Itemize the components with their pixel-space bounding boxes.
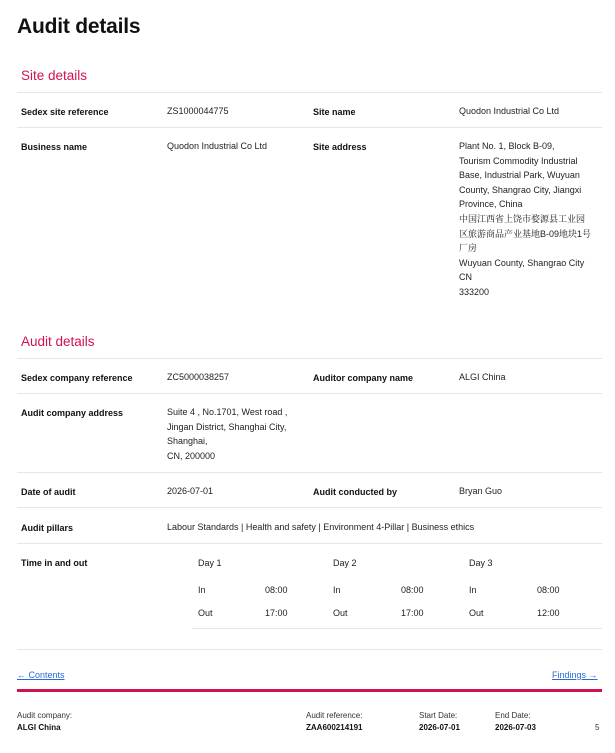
footer-end-date-label: End Date: <box>495 711 531 720</box>
business-name-value: Quodon Industrial Co Ltd <box>167 141 268 151</box>
auditor-company-name-label: Auditor company name <box>313 373 414 383</box>
divider <box>17 127 602 128</box>
site-details-heading: Site details <box>21 68 88 83</box>
footer-end-date-value: 2026-07-03 <box>495 723 536 732</box>
day-3-in-time: 08:00 <box>537 585 560 595</box>
date-of-audit-value: 2026-07-01 <box>167 486 214 496</box>
contents-link[interactable]: ← Contents <box>17 670 65 680</box>
divider <box>17 472 602 473</box>
audit-conducted-by-label: Audit conducted by <box>313 487 397 497</box>
day-3-out-time: 12:00 <box>537 608 560 618</box>
day-1-out-time: 17:00 <box>265 608 288 618</box>
site-address-line: Tourism Commodity Industrial <box>459 155 578 166</box>
day-2-in-time: 08:00 <box>401 585 424 595</box>
business-name-label: Business name <box>21 142 88 152</box>
footer-audit-company-value: ALGI China <box>17 723 61 732</box>
date-of-audit-label: Date of audit <box>21 487 76 497</box>
sedex-site-reference-label: Sedex site reference <box>21 107 109 117</box>
audit-company-address-label: Audit company address <box>21 408 124 418</box>
site-name-value: Quodon Industrial Co Ltd <box>459 106 560 116</box>
sedex-company-reference-label: Sedex company reference <box>21 373 133 383</box>
audit-pillars-value: Labour Standards | Health and safety | Environment 4-Pillar | Business ethics <box>167 522 475 532</box>
day-2-out-label: Out <box>333 608 348 618</box>
footer-audit-reference-label: Audit reference: <box>306 711 363 720</box>
day-2-in-label: In <box>333 585 341 595</box>
site-address-line: 中国江西省上饶市婺源县工业园 <box>459 213 586 224</box>
time-in-out-label: Time in and out <box>21 558 88 568</box>
page-number: 5 <box>595 723 600 732</box>
divider <box>17 649 602 650</box>
footer-accent-bar <box>17 689 602 692</box>
audit-address-line: Suite 4 , No.1701, West road , <box>167 407 288 417</box>
audit-company-address-value <box>167 405 307 463</box>
site-address-line: 333200 <box>459 286 490 297</box>
day-3-out-label: Out <box>469 608 484 618</box>
site-address-line: Province, China <box>459 199 523 210</box>
sedex-site-reference-value: ZS1000044775 <box>167 106 229 116</box>
auditor-company-name-value: ALGI China <box>459 372 506 382</box>
site-address-line: 区旅游商品产业基地B-09地块1号 <box>459 228 592 239</box>
day-3-heading: Day 3 <box>469 558 493 568</box>
footer-start-date-label: Start Date: <box>419 711 458 720</box>
day-1-out-label: Out <box>198 608 213 618</box>
site-address-label: Site address <box>313 142 367 152</box>
day-1-in-time: 08:00 <box>265 585 288 595</box>
divider <box>17 543 602 544</box>
day-2-out-time: 17:00 <box>401 608 424 618</box>
audit-pillars-label: Audit pillars <box>21 523 74 533</box>
divider <box>17 507 602 508</box>
site-address-value <box>459 139 604 300</box>
site-name-label: Site name <box>313 107 356 117</box>
day-1-heading: Day 1 <box>198 558 222 568</box>
divider <box>17 92 602 93</box>
audit-address-line: Jingan District, Shanghai City, <box>167 421 287 432</box>
findings-link[interactable]: Findings → <box>552 670 598 680</box>
site-address-line: 厂房 <box>459 243 478 254</box>
footer-start-date-value: 2026-07-01 <box>419 723 460 732</box>
divider <box>17 358 602 359</box>
site-address-line: Base, Industrial Park, Wuyuan <box>459 170 580 181</box>
site-address-line: Wuyuan County, Shangrao City <box>459 257 585 268</box>
divider <box>17 393 602 394</box>
site-address-line: Plant No. 1, Block B-09, <box>459 141 555 151</box>
page-title: Audit details <box>17 15 141 38</box>
day-1-in-label: In <box>198 585 206 595</box>
day-3-in-label: In <box>469 585 477 595</box>
site-address-line: County, Shangrao City, Jiangxi <box>459 184 582 195</box>
divider <box>192 628 602 629</box>
day-2-heading: Day 2 <box>333 558 357 568</box>
footer-audit-company-label: Audit company: <box>17 711 73 720</box>
audit-details-heading: Audit details <box>21 334 95 349</box>
footer-audit-reference-value: ZAA600214191 <box>306 723 363 732</box>
audit-conducted-by-value: Bryan Guo <box>459 486 503 496</box>
audit-address-line: Shanghai, <box>167 436 208 447</box>
site-address-line: CN <box>459 272 472 283</box>
audit-address-line: CN, 200000 <box>167 450 216 461</box>
sedex-company-reference-value: ZC5000038257 <box>167 372 230 382</box>
